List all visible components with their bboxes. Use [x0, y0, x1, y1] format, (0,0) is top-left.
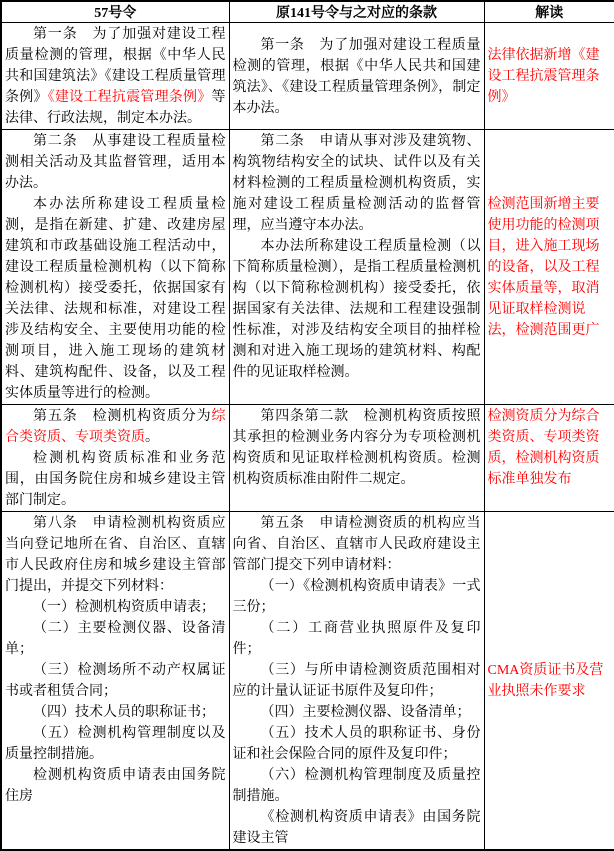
paragraph — [488, 194, 612, 341]
paragraph — [233, 406, 481, 490]
highlighted-text-run: 法律依据新增《建设工程抗震管理条例》 — [487, 48, 600, 105]
column-header-order-57: 57号令 — [1, 1, 229, 23]
table-cell-r3-c1 — [1, 405, 229, 512]
table-body — [1, 23, 614, 851]
paragraph — [5, 448, 226, 511]
paragraph — [233, 35, 481, 119]
table-cell-r2-c1 — [1, 130, 229, 405]
text-run: 。 — [145, 430, 159, 445]
table-row — [1, 23, 614, 130]
paragraph — [488, 660, 612, 702]
text-run: 第一条 为了加强对建设工程质量检测的管理，根据《中华人民共和国建筑法》、《建设工程质量管理条例》，制定本办法。 — [232, 37, 481, 116]
text-run: （三）与所申请检测资质范围相对应的计量认证证书原件及复印件； — [232, 663, 481, 699]
column-header-interpretation: 解读 — [484, 1, 614, 23]
text-run: 本办法所称建设工程质量检测（以下简称质量检测），是指工程质量检测机构（以下简称检测机构）接受委托，依据国家有关法律、法规和工程建设强制性标准，对涉及结构安全项目的抽样检测和对进入施工现场的建筑材料、构配件的见证取样检测。 — [232, 239, 481, 380]
paragraph — [233, 513, 481, 576]
text-run: 本办法所称建设工程质量检测，是指在新建、扩建、改建房屋建筑和市政基础设施工程活动中，建设工程质量检测机构（以下简称检测机构）接受委托，依据国家有关法律、法规和标准，对建设工程涉及结构安全、主要使用功能的检测项目，进入施工现场的建筑材料、建筑构配件、设备，以及工程实体质量等进行的检测。 — [5, 197, 226, 401]
highlighted-text-run: 检测范围新增主要使用功能的检测项目，进入施工现场的设备，以及工程实体质量等，取消见证取样检测说法，检测范围更广 — [487, 197, 600, 338]
table-cell-r4-c1 — [1, 512, 229, 851]
paragraph — [5, 131, 226, 194]
paragraph — [233, 660, 481, 702]
text-run: 等法律、行政法规，制定本办法。 — [5, 90, 226, 126]
text-run: （三）检测场所不动产权属证书或者租赁合同； — [5, 663, 226, 699]
text-run: 第一条 为了加强对建设工程质量检测的管理，根据《中华人民共和国建筑法》《建设工程质量管理条例》 — [5, 27, 226, 105]
paragraph — [5, 702, 226, 723]
text-run: （一）检测机构资质申请表； — [33, 600, 215, 615]
table-cell-r1-c2 — [229, 23, 484, 130]
paragraph — [233, 723, 481, 765]
paragraph — [233, 131, 481, 236]
text-run: 检测机构资质申请表由国务院住房 — [5, 768, 226, 804]
table-row — [1, 130, 614, 405]
paragraph — [233, 576, 481, 618]
paragraph — [5, 765, 226, 807]
paragraph — [233, 807, 481, 849]
table-cell-r2-c2 — [229, 130, 484, 405]
highlighted-text-run: 检测资质分为综合类资质、专项类资质，检测机构资质标准单独发布 — [487, 409, 600, 487]
text-run: 第二条 从事建设工程质量检测相关活动及其监督管理，适用本办法。 — [5, 134, 226, 191]
paragraph — [233, 765, 481, 807]
text-run: （五）技术人员的职称证书、身份证和社会保险合同的原件及复印件； — [232, 726, 481, 762]
paragraph — [5, 660, 226, 702]
paragraph — [5, 194, 226, 404]
paragraph — [5, 513, 226, 597]
table-cell-r4-c3 — [484, 512, 614, 851]
paragraph — [233, 618, 481, 660]
text-run: （五）检测机构管理制度以及质量控制措施。 — [5, 726, 226, 762]
text-run: 第五条 申请检测资质的机构应当向省、自治区、直辖市人民政府建设主管部门提交下列申请材料： — [232, 516, 481, 573]
text-run: （二）主要检测仪器、设备清单； — [5, 621, 226, 657]
table-cell-r2-c3 — [484, 130, 614, 405]
column-header-order-141: 原141号令与之对应的条款 — [229, 1, 484, 23]
text-run: 第八条 申请检测机构资质应当向登记地所在省、自治区、直辖市人民政府住房和城乡建设主管部门提出，并提交下列材料： — [5, 516, 226, 594]
text-run: （四）技术人员的职称证书； — [33, 705, 215, 720]
paragraph — [5, 24, 226, 129]
text-run: （四）主要检测仪器、设备清单； — [260, 705, 471, 720]
paragraph — [233, 702, 481, 723]
text-run: （六）检测机构管理制度及质量控制措施。 — [232, 768, 481, 804]
paragraph — [488, 45, 612, 108]
text-run: 《检测机构资质申请表》由国务院建设主管 — [232, 810, 481, 846]
highlighted-text-run: 综合类资质、专项类资质 — [5, 409, 226, 445]
table-row — [1, 512, 614, 851]
paragraph — [5, 406, 226, 448]
text-run: 第二条 申请从事对涉及建筑物、构筑物结构安全的试块、试件以及有关材料检测的工程质量检测机构资质，实施对建设工程质量检测活动的监督管理，应当遵守本办法。 — [232, 134, 481, 233]
highlighted-text-run: 《建设工程抗震管理条例》 — [47, 90, 212, 105]
table-header-row — [1, 1, 614, 23]
text-run: 检测机构资质标准和业务范围，由国务院住房和城乡建设主管部门制定。 — [5, 451, 226, 508]
table-cell-r1-c3 — [484, 23, 614, 130]
text-run: （一）《检测机构资质申请表》一式三份； — [232, 579, 481, 615]
table-row — [1, 405, 614, 512]
text-run: 第五条 检测机构资质分为 — [33, 409, 212, 424]
paragraph — [488, 406, 612, 490]
text-run: 第四条第二款 检测机构资质按照其承担的检测业务内容分为专项检测机构资质和见证取样检测机构资质。检测机构资质标准由附件二规定。 — [232, 409, 481, 487]
text-run: （二）工商营业执照原件及复印件； — [232, 621, 481, 657]
paragraph — [5, 597, 226, 618]
table-cell-r3-c3 — [484, 405, 614, 512]
table-cell-r1-c1 — [1, 23, 229, 130]
highlighted-text-run: CMA资质证书及营业执照未作要求 — [487, 663, 604, 699]
table-cell-r4-c2 — [229, 512, 484, 851]
paragraph — [5, 618, 226, 660]
table-cell-r3-c2 — [229, 405, 484, 512]
paragraph — [5, 723, 226, 765]
paragraph — [233, 236, 481, 383]
